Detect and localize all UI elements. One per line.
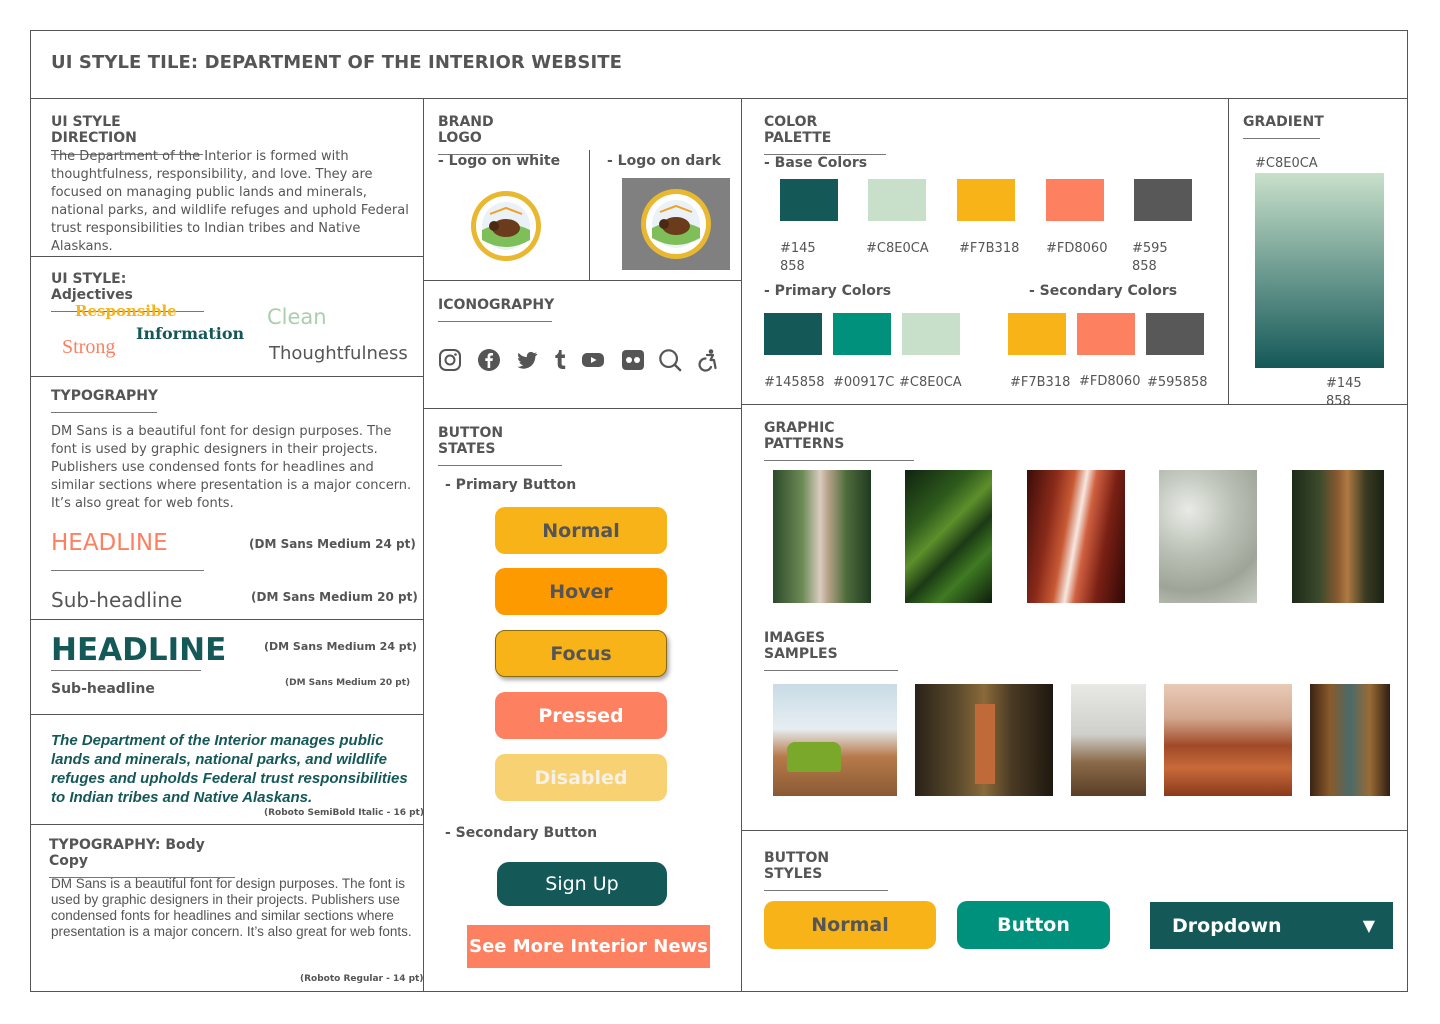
base-label-2: #C8E0CA [866,241,929,256]
image-sample-pier [1071,684,1146,796]
headline-sample-teal: HEADLINE [51,632,201,671]
pattern-forest-path [1292,470,1384,603]
secondary-swatch-3 [1146,313,1204,355]
divider [30,98,1408,99]
images-samples-heading: IMAGES SAMPLES [764,630,898,671]
tumblr-icon[interactable] [548,348,572,372]
brand-logo-heading: BRAND LOGO [438,114,538,155]
headline-spec-2: (DM Sans Medium 24 pt) [264,640,417,653]
button-states-heading: BUTTON STATES [438,425,562,466]
logo-on-dark-label: - Logo on dark [607,153,721,169]
adjective-information: Information [136,324,245,343]
adjective-thoughtfulness: Thoughtfulness [269,343,408,364]
primary-label-1: #145858 [764,375,825,390]
facebook-icon[interactable] [477,348,501,372]
secondary-label-1: #F7B318 [1010,375,1071,390]
adjectives-heading: UI STYLE: Adjectives [51,271,204,312]
accessibility-icon[interactable] [696,348,720,372]
chevron-down-icon: ▼ [1362,916,1375,935]
divider [30,714,423,715]
interior-seal-logo-dark [640,188,712,260]
gradient-top-label: #C8E0CA [1255,156,1318,171]
subheadline-sample-gray: Sub-headline [51,588,183,612]
adjective-clean: Clean [267,305,327,329]
divider [741,404,1408,405]
body-copy-text: DM Sans is a beautiful font for design purposes. The font is used by graphic designers in their projects. Publishers use condensed fonts for headlines and similar sections where presentation is a major concern. It’s also great for web fonts. [51,876,412,939]
primary-button-hover[interactable]: Hover [495,568,667,615]
primary-swatch-2 [833,313,891,355]
page-title: UI STYLE TILE: DEPARTMENT OF THE INTERIOR WEBSITE [51,52,623,73]
secondary-swatch-2 [1077,313,1135,355]
pattern-water [1159,470,1257,603]
divider [30,824,423,825]
divider [30,256,423,257]
image-sample-desert [1164,684,1292,796]
base-swatch-2 [868,179,926,221]
see-more-news-button[interactable]: See More Interior News [467,925,710,968]
style-normal-button[interactable]: Normal [764,901,936,949]
primary-button-disabled[interactable]: Disabled [495,754,667,801]
primary-swatch-3 [902,313,960,355]
image-sample-totem [915,684,1053,796]
primary-button-pressed[interactable]: Pressed [495,692,667,739]
quote-spec: (Roboto SemiBold Italic - 16 pt) [264,808,424,818]
flickr-icon[interactable] [621,348,645,372]
divider [741,830,1408,831]
subheadline-sample-small: Sub-headline [51,681,155,697]
base-label-4: #FD8060 [1046,241,1108,256]
typography-heading: TYPOGRAPHY [51,388,157,413]
primary-button-normal[interactable]: Normal [495,507,667,554]
youtube-icon[interactable] [581,348,605,372]
base-swatch-4 [1046,179,1104,221]
image-sample-van [773,684,897,796]
divider [741,98,742,992]
divider [30,619,423,620]
adjective-responsible: Responsible [75,302,177,320]
divider [1228,98,1229,404]
iconography-heading: ICONOGRAPHY [438,297,552,322]
base-swatch-5 [1134,179,1192,221]
divider [589,150,590,280]
divider [423,280,741,281]
interior-seal-logo-white [470,190,542,262]
dropdown-button[interactable] [1150,902,1393,949]
divider [423,408,741,409]
secondary-label-3: #595858 [1147,375,1208,390]
adjective-strong: Strong [62,336,116,358]
sign-up-button[interactable]: Sign Up [497,862,667,906]
subheadline-spec-2: (DM Sans Medium 20 pt) [285,678,411,688]
dropdown-label: Dropdown [1172,914,1282,937]
primary-swatch-1 [764,313,822,355]
typography-text: DM Sans is a beautiful font for design purposes. The font is used by graphic designers in their projects. Publishers use condensed fonts for headlines and similar sections where presentation is a major concern. It’s also great for web fonts. [51,424,412,511]
primary-button-label: - Primary Button [445,477,577,493]
base-label-1: #145 858 [780,241,816,274]
gradient-swatch [1255,173,1384,368]
quote-text: The Department of the Interior manages public lands and minerals, national parks, and wildlife refuges and upholds Federal trust responsibilities to Indian tribes and Native Alaskans. [51,732,408,806]
primary-button-focus[interactable]: Focus [495,630,667,677]
base-label-5: #595 858 [1132,241,1168,274]
base-swatch-1 [780,179,838,221]
headline-spec: (DM Sans Medium 24 pt) [249,537,416,551]
button-styles-heading: BUTTON STYLES [764,850,888,891]
body-copy-heading: TYPOGRAPHY: Body Copy [49,837,235,878]
secondary-colors-label: - Secondary Colors [1029,283,1178,299]
primary-label-2: #00917C [833,375,895,390]
logo-on-white-label: - Logo on white [438,153,561,169]
secondary-button-label: - Secondary Button [445,825,598,841]
pattern-waterfall [773,470,871,603]
color-palette-heading: COLOR PALETTE [764,114,886,155]
base-swatch-3 [957,179,1015,221]
headline-sample-coral: HEADLINE [51,530,204,571]
divider [423,98,424,992]
divider [30,376,423,377]
graphic-patterns-heading: GRAPHIC PATTERNS [764,420,914,461]
secondary-label-2: #FD8060 [1079,374,1141,389]
pattern-palm-leaf [905,470,992,603]
search-icon[interactable] [658,348,682,372]
base-colors-label: - Base Colors [764,155,868,171]
pattern-canyon [1027,470,1125,603]
instagram-icon[interactable] [438,348,462,372]
secondary-swatch-1 [1008,313,1066,355]
body-copy-spec: (Roboto Regular - 14 pt) [300,974,424,984]
base-label-3: #F7B318 [959,241,1020,256]
gradient-heading: GRADIENT [1243,114,1320,139]
style-direction-text: The Department of the Interior is formed with thoughtfulness, responsibility, and love. They are focused on managing public lands and minerals, national parks, and wildlife refuges and uphold Federal trust responsibilities to Indian tribes and Native Alaskans. [51,149,409,254]
twitter-icon[interactable] [515,348,539,372]
image-sample-river [1310,684,1390,796]
subheadline-spec: (DM Sans Medium 20 pt) [251,590,418,604]
primary-label-3: #C8E0CA [899,375,962,390]
gradient-bottom-label: #145 858 [1326,376,1362,409]
primary-colors-label: - Primary Colors [764,283,892,299]
style-button[interactable]: Button [957,901,1110,949]
style-direction-heading: UI STYLE DIRECTION [51,114,203,155]
